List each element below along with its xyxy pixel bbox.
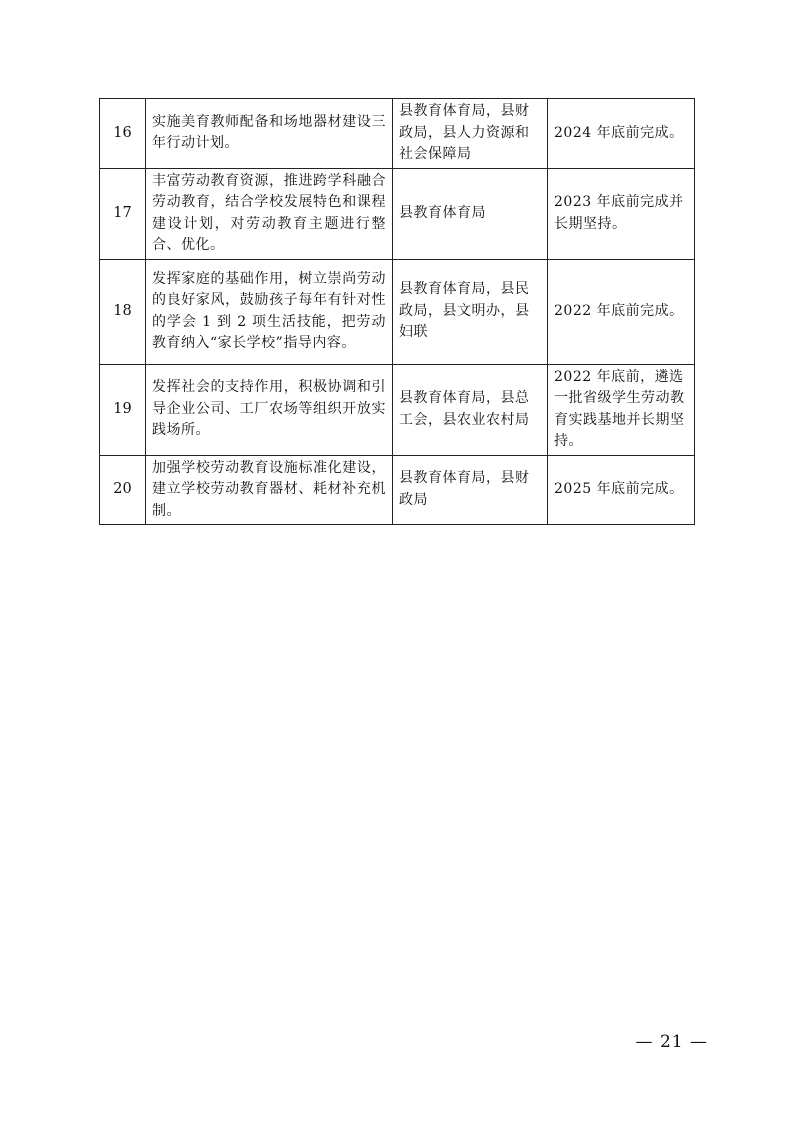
- table-row: [100, 168, 695, 259]
- row-number: 16: [100, 99, 146, 169]
- table-row: [100, 455, 695, 525]
- row-number: 19: [100, 364, 146, 455]
- responsible-departments: 县教育体育局，县总工会，县农业农村局: [393, 364, 548, 455]
- completion-deadline: 2024 年底前完成。: [548, 99, 695, 169]
- table-row: [100, 364, 695, 455]
- task-content: 加强学校劳动教育设施标准化建设，建立学校劳动教育器材、耗材补充机制。: [146, 455, 393, 525]
- task-table: [99, 98, 695, 525]
- completion-deadline: 2022 年底前，遴选一批省级学生劳动教育实践基地并长期坚持。: [548, 364, 695, 455]
- task-content: 丰富劳动教育资源，推进跨学科融合劳动教育，结合学校发展特色和课程建设计划，对劳动教育主题进行整合、优化。: [146, 168, 393, 259]
- task-content: 实施美育教师配备和场地器材建设三年行动计划。: [146, 99, 393, 169]
- responsible-departments: 县教育体育局，县民政局，县文明办，县妇联: [393, 259, 548, 364]
- responsible-departments: 县教育体育局，县财政局，县人力资源和社会保障局: [393, 99, 548, 169]
- page-number: — 21 —: [635, 1032, 708, 1052]
- completion-deadline: 2025 年底前完成。: [548, 455, 695, 525]
- responsible-departments: 县教育体育局，县财政局: [393, 455, 548, 525]
- row-number: 17: [100, 168, 146, 259]
- task-content: 发挥家庭的基础作用，树立崇尚劳动的良好家风，鼓励孩子每年有针对性的学会 1 到 2 项生活技能，把劳动教育纳入“家长学校”指导内容。: [146, 259, 393, 364]
- row-number: 18: [100, 259, 146, 364]
- task-content: 发挥社会的支持作用，积极协调和引导企业公司、工厂农场等组织开放实践场所。: [146, 364, 393, 455]
- completion-deadline: 2022 年底前完成。: [548, 259, 695, 364]
- completion-deadline: 2023 年底前完成并长期坚持。: [548, 168, 695, 259]
- responsible-departments: 县教育体育局: [393, 168, 548, 259]
- row-number: 20: [100, 455, 146, 525]
- table-row: [100, 99, 695, 169]
- table-row: [100, 259, 695, 364]
